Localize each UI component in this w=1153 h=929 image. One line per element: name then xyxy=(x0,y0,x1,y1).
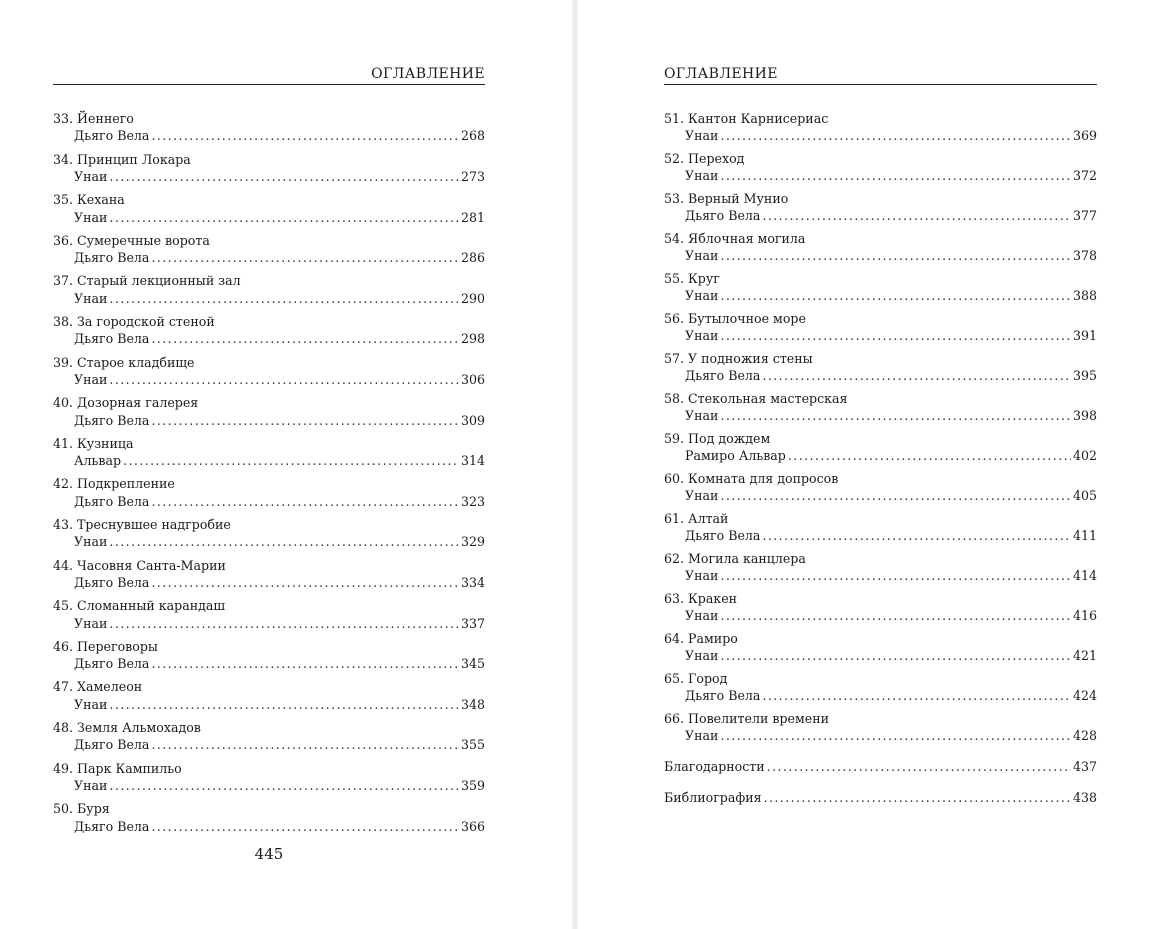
toc-leader-row xyxy=(53,290,485,307)
narrator-name: Унаи xyxy=(74,290,108,306)
toc-leader-row xyxy=(664,647,1097,664)
toc-leader-row xyxy=(53,533,485,550)
narrator-name: Унаи xyxy=(685,288,719,304)
chapter-title: 63. Кракен xyxy=(664,591,738,606)
chapter-title: 48. Земля Альмохадов xyxy=(53,719,201,735)
chapter-title: 44. Часовня Санта-Марии xyxy=(53,557,226,573)
narrator-name: Дьяго Вела xyxy=(74,574,150,590)
entry-page-number: 421 xyxy=(1072,648,1097,664)
toc-leader-row xyxy=(53,371,485,388)
entry-page-number: 314 xyxy=(460,453,485,469)
chapter-title: 59. Под дождем xyxy=(664,431,771,446)
chapter-title: 52. Переход xyxy=(664,151,745,166)
narrator-name: Унаи xyxy=(685,328,719,344)
toc-leader-row xyxy=(53,736,485,753)
narrator-name: Унаи xyxy=(74,371,108,387)
dot-leader xyxy=(720,247,1071,264)
chapter-title: 50. Буря xyxy=(53,801,110,817)
narrator-name: Дьяго Вела xyxy=(74,331,150,347)
narrator-name: Унаи xyxy=(685,608,719,624)
dot-leader xyxy=(109,371,459,388)
toc-entry xyxy=(53,110,485,151)
dot-leader xyxy=(720,647,1071,664)
toc-leader-row xyxy=(664,487,1097,504)
toc-leader-row xyxy=(664,567,1097,584)
narrator-name: Унаи xyxy=(74,696,108,712)
entry-page-number: 273 xyxy=(460,169,485,184)
extra-label: Библиография xyxy=(664,790,762,805)
toc-entry xyxy=(53,354,485,395)
chapter-title: 43. Треснувшее надгробие xyxy=(53,516,231,532)
running-header: ОГЛАВЛЕНИЕ xyxy=(53,66,485,85)
toc-entry xyxy=(664,150,1097,190)
dot-leader xyxy=(788,447,1071,464)
toc-leader-row xyxy=(53,412,485,429)
dot-leader xyxy=(720,487,1071,504)
chapter-title: 49. Парк Кампильо xyxy=(53,760,182,776)
narrator-name: Дьяго Вела xyxy=(74,818,150,834)
chapter-title: 41. Кузница xyxy=(53,435,134,451)
narrator-name: Дьяго Вела xyxy=(685,208,761,224)
entry-page-number: 286 xyxy=(460,250,485,266)
extra-label: Благодарности xyxy=(664,759,765,774)
toc-entry xyxy=(664,270,1097,310)
narrator-name: Унаи xyxy=(74,209,108,225)
chapter-title: 36. Сумеречные ворота xyxy=(53,232,210,248)
toc-leader-row xyxy=(664,287,1097,304)
toc-entry xyxy=(664,190,1097,230)
entry-page-number: 416 xyxy=(1072,608,1097,624)
page-number: 445 xyxy=(254,845,284,863)
dot-leader xyxy=(762,527,1071,544)
narrator-name: Унаи xyxy=(685,408,719,424)
entry-page-number: 398 xyxy=(1072,408,1097,424)
toc-leader-row xyxy=(53,452,485,469)
toc-entry xyxy=(664,630,1097,670)
dot-leader xyxy=(720,287,1071,304)
chapter-title: 56. Бутылочное море xyxy=(664,311,806,326)
dot-leader xyxy=(109,696,459,713)
chapter-title: 66. Повелители времени xyxy=(664,711,829,726)
entry-page-number: 388 xyxy=(1072,288,1097,304)
toc-entry xyxy=(664,310,1097,350)
dot-leader xyxy=(109,615,459,632)
extra-page: 437 xyxy=(1072,759,1097,774)
toc-leader-row xyxy=(664,447,1097,464)
dot-leader xyxy=(151,818,459,835)
running-header: ОГЛАВЛЕНИЕ xyxy=(664,66,1097,85)
toc-entry xyxy=(664,390,1097,430)
dot-leader xyxy=(764,789,1071,806)
toc-leader-row xyxy=(53,127,485,144)
toc-leader-row xyxy=(664,207,1097,224)
dot-leader xyxy=(151,574,459,591)
entry-page-number: 424 xyxy=(1072,688,1097,704)
chapter-title: 38. За городской стеной xyxy=(53,313,215,329)
narrator-name: Рамиро Альвар xyxy=(685,448,786,464)
entry-page-number: 334 xyxy=(460,574,485,590)
dot-leader xyxy=(767,758,1071,775)
entry-page-number: 323 xyxy=(460,493,485,509)
dot-leader xyxy=(151,412,459,429)
dot-leader xyxy=(151,249,459,266)
toc-leader-row xyxy=(664,167,1097,184)
dot-leader xyxy=(151,655,459,672)
dot-leader xyxy=(762,687,1071,704)
toc-leader-row xyxy=(664,407,1097,424)
narrator-name: Унаи xyxy=(74,534,108,550)
chapter-title: 62. Могила канцлера xyxy=(664,551,806,566)
narrator-name: Унаи xyxy=(74,777,108,793)
toc-entry xyxy=(53,719,485,760)
chapter-title: 42. Подкрепление xyxy=(53,476,175,492)
narrator-name: Дьяго Вела xyxy=(74,737,150,753)
toc-entry xyxy=(53,232,485,273)
narrator-name: Дьяго Вела xyxy=(74,412,150,428)
toc-leader-row xyxy=(53,493,485,510)
toc-entry xyxy=(664,430,1097,470)
narrator-name: Дьяго Вела xyxy=(74,493,150,509)
entry-page-number: 402 xyxy=(1072,448,1097,464)
toc-leader-row xyxy=(53,818,485,835)
dot-leader xyxy=(151,736,459,753)
entry-page-number: 372 xyxy=(1072,168,1097,184)
narrator-name: Унаи xyxy=(74,169,108,184)
dot-leader xyxy=(123,452,459,469)
toc-leader-row xyxy=(664,687,1097,704)
narrator-name: Унаи xyxy=(685,568,719,584)
dot-leader xyxy=(762,207,1071,224)
entry-page-number: 369 xyxy=(1072,128,1097,144)
entry-page-number: 377 xyxy=(1072,208,1097,224)
entry-page-number: 281 xyxy=(460,209,485,225)
dot-leader xyxy=(720,407,1071,424)
narrator-name: Дьяго Вела xyxy=(685,368,761,384)
toc-leader-row xyxy=(53,655,485,672)
toc-leader-row xyxy=(53,249,485,266)
entry-page-number: 329 xyxy=(460,534,485,550)
chapter-title: 65. Город xyxy=(664,671,728,686)
toc-extra-bibliography xyxy=(664,789,1097,806)
narrator-name: Унаи xyxy=(685,168,719,184)
dot-leader xyxy=(720,727,1071,744)
toc-entry xyxy=(53,597,485,638)
entry-page-number: 306 xyxy=(460,371,485,387)
narrator-name: Дьяго Вела xyxy=(74,128,150,144)
dot-leader xyxy=(720,327,1071,344)
toc-entry xyxy=(664,510,1097,550)
toc-list xyxy=(664,110,1097,750)
left-page xyxy=(53,0,485,929)
toc-entry xyxy=(664,230,1097,270)
chapter-title: 37. Старый лекционный зал xyxy=(53,273,241,289)
dot-leader xyxy=(720,567,1071,584)
toc-entry xyxy=(664,710,1097,750)
chapter-title: 53. Верный Мунио xyxy=(664,191,789,206)
entry-page-number: 359 xyxy=(460,777,485,793)
entry-page-number: 391 xyxy=(1072,328,1097,344)
toc-entry xyxy=(53,557,485,598)
chapter-title: 33. Йеннего xyxy=(53,111,134,126)
narrator-name: Унаи xyxy=(685,648,719,664)
toc-entry xyxy=(53,313,485,354)
entry-page-number: 298 xyxy=(460,331,485,347)
entry-page-number: 348 xyxy=(460,696,485,712)
right-page xyxy=(664,0,1097,929)
book-gutter xyxy=(572,0,578,929)
toc-entry xyxy=(664,590,1097,630)
narrator-name: Дьяго Вела xyxy=(685,528,761,544)
toc-leader-row xyxy=(53,209,485,226)
entry-page-number: 268 xyxy=(460,128,485,144)
chapter-title: 45. Сломанный карандаш xyxy=(53,598,226,614)
entry-page-number: 337 xyxy=(460,615,485,631)
toc-entry xyxy=(53,760,485,801)
toc-extra-acknowledgements xyxy=(664,758,1097,775)
narrator-name: Дьяго Вела xyxy=(74,250,150,266)
chapter-title: 47. Хамелеон xyxy=(53,679,143,695)
chapter-title: 58. Стекольная мастерская xyxy=(664,391,848,406)
entry-page-number: 405 xyxy=(1072,488,1097,504)
toc-entry xyxy=(53,272,485,313)
narrator-name: Унаи xyxy=(685,128,719,144)
narrator-name: Альвар xyxy=(74,453,122,469)
toc-leader-row xyxy=(664,247,1097,264)
entry-page-number: 355 xyxy=(460,737,485,753)
toc-leader-row xyxy=(664,527,1097,544)
toc-entry xyxy=(53,800,485,841)
dot-leader xyxy=(151,493,459,510)
toc-entry xyxy=(53,516,485,557)
toc-leader-row xyxy=(53,615,485,632)
toc-entry xyxy=(53,678,485,719)
toc-entry xyxy=(664,470,1097,510)
entry-page-number: 411 xyxy=(1072,528,1097,544)
dot-leader xyxy=(109,533,459,550)
dot-leader xyxy=(109,168,459,185)
entry-page-number: 414 xyxy=(1072,568,1097,584)
toc-leader-row xyxy=(664,127,1097,144)
chapter-title: 40. Дозорная галерея xyxy=(53,395,199,411)
chapter-title: 54. Яблочная могила xyxy=(664,231,806,246)
chapter-title: 55. Круг xyxy=(664,271,720,286)
entry-page-number: 366 xyxy=(460,818,485,834)
toc-leader-row xyxy=(53,777,485,794)
dot-leader xyxy=(109,777,459,794)
chapter-title: 60. Комната для допросов xyxy=(664,471,839,486)
narrator-name: Унаи xyxy=(74,615,108,631)
chapter-title: 57. У подножия стены xyxy=(664,351,813,366)
entry-page-number: 428 xyxy=(1072,728,1097,744)
dot-leader xyxy=(720,607,1071,624)
narrator-name: Унаи xyxy=(685,488,719,504)
dot-leader xyxy=(720,127,1071,144)
chapter-title: 35. Кехана xyxy=(53,192,125,208)
toc-leader-row xyxy=(664,367,1097,384)
chapter-title: 64. Рамиро xyxy=(664,631,738,646)
dot-leader xyxy=(151,330,459,347)
toc-leader-row xyxy=(53,330,485,347)
toc-leader-row xyxy=(53,168,485,185)
toc-entry xyxy=(664,550,1097,590)
chapter-title: 39. Старое кладбище xyxy=(53,354,195,370)
entry-page-number: 290 xyxy=(460,290,485,306)
dot-leader xyxy=(720,167,1071,184)
narrator-name: Дьяго Вела xyxy=(74,656,150,672)
toc-leader-row xyxy=(664,727,1097,744)
extra-page: 438 xyxy=(1072,790,1097,805)
toc-entry xyxy=(664,350,1097,390)
toc-leader-row xyxy=(664,327,1097,344)
toc-entry xyxy=(53,394,485,435)
narrator-name: Дьяго Вела xyxy=(685,688,761,704)
dot-leader xyxy=(109,209,459,226)
toc-leader-row xyxy=(53,574,485,591)
chapter-title: 34. Принцип Локара xyxy=(53,151,191,167)
entry-page-number: 395 xyxy=(1072,368,1097,384)
narrator-name: Унаи xyxy=(685,248,719,264)
toc-entry xyxy=(664,110,1097,150)
toc-leader-row xyxy=(664,607,1097,624)
toc-entry xyxy=(664,670,1097,710)
chapter-title: 51. Кантон Карнисериас xyxy=(664,111,829,126)
narrator-name: Унаи xyxy=(685,728,719,744)
chapter-title: 46. Переговоры xyxy=(53,638,158,654)
dot-leader xyxy=(762,367,1071,384)
toc-entry xyxy=(53,435,485,476)
chapter-title: 61. Алтай xyxy=(664,511,729,526)
toc-entry xyxy=(53,151,485,192)
toc-entry xyxy=(53,475,485,516)
toc-entry xyxy=(53,191,485,232)
toc-leader-row xyxy=(53,696,485,713)
entry-page-number: 309 xyxy=(460,412,485,428)
dot-leader xyxy=(109,290,459,307)
toc-list xyxy=(53,110,485,841)
toc-entry xyxy=(53,638,485,679)
dot-leader xyxy=(151,127,459,144)
entry-page-number: 345 xyxy=(460,656,485,672)
entry-page-number: 378 xyxy=(1072,248,1097,264)
